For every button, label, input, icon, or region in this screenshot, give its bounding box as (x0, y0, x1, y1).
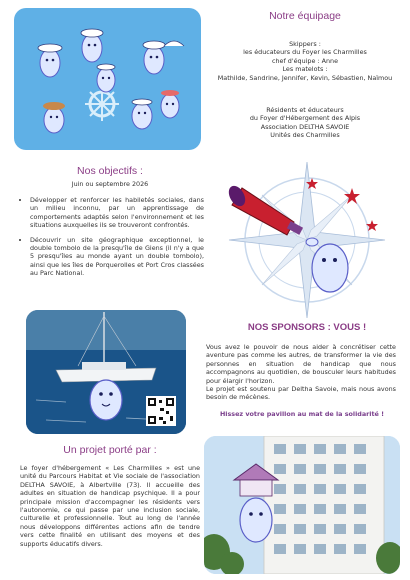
qr-code-icon (146, 396, 176, 426)
org-line-2: du Foyer d'Hébergement des Alpis (249, 114, 361, 123)
org-line-1: Résidents et éducateurs (266, 106, 344, 114)
objective-item-1: • Développer et renforcer les habiletés sociales, dans un milieu inconnu, par un apprentissage de comportements adaptés selon l'environnement et les situations auxquelles ils se trouveront confrontés. (30, 196, 204, 230)
matelots-heading: Les matelots : (282, 65, 328, 74)
compass-illustration (212, 160, 402, 320)
project-paragraph: Le foyer d'hébergement « Les Charmilles » est une unité du Parcours Habitat et Vie sociale de l'association DELTHA SAVOIE, à Albertville (73). Il accueille des adultes en situation de handicap psychique. Il a pour principale mission d'accompagner les résidents vers l'autonomie, ce qui passe par une inclusion sociale, culturelle et professionnelle. Tout au long de l'année nous développons différentes actions afin de tendre vers cette finalité en utilisant des moyens et des supports éducatifs divers. (20, 464, 200, 548)
catamaran-image (26, 310, 186, 434)
objectives-list (18, 196, 204, 284)
crew-mascots-image (14, 8, 201, 150)
building-photo (204, 436, 400, 574)
matelots-line: Mathilde, Sandrine, Jennifer, Kevin, Sébastien, Naïmou (217, 73, 393, 82)
mascot-icon (306, 238, 348, 292)
org-line-3: Association DELTHA SAVOIE (260, 122, 350, 131)
skippers-heading: Skippers : (289, 40, 321, 48)
objectives-date: Juin ou septembre 2026 (71, 180, 149, 188)
chef-line: chef d'équipe : Anne (271, 56, 338, 65)
sponsors-block (206, 343, 396, 402)
objective-item-2: • Découvrir un site géographique exceptionnel, le double tombolo de la presqu'île de Giens (il n'y a que 5 presqu'îles au monde ayant un double tombolo), ainsi que les îles de Porquerolles et Port Cros classées au Parc National. (30, 236, 204, 278)
mascot-icon (90, 380, 122, 420)
sponsors-paragraph-2: Le projet est soutenu par Deltha Savoie, mais nous avons besoin de mécènes. (206, 385, 396, 402)
compass-rose-image (212, 160, 402, 320)
project-title: Un projet porté par : (63, 444, 157, 456)
crew-title: Notre équipage (269, 10, 341, 22)
crew-block (205, 40, 405, 82)
org-line-4: Unités des Charmilles (270, 131, 340, 140)
skippers-line: les éducateurs du Foyer les Charmilles (243, 48, 367, 57)
sponsors-title: NOS SPONSORS : VOUS ! (247, 322, 367, 333)
ship-wheel-icon (85, 87, 119, 121)
sponsors-paragraph-1: Vous avez le pouvoir de nous aider à concrétiser cette aventure pas comme les autres, de transformer la vie des personnes en situation de handicap que nous accompagnons au quotidien, de bousculer leurs habitudes pour élargir l'horizon. (206, 343, 396, 385)
sponsors-cta: Hissez votre pavillon au mat de la solidarité ! (219, 410, 385, 418)
boat-photo (26, 310, 186, 434)
org-block (205, 106, 405, 140)
residence-image (204, 436, 400, 574)
crew-illustration (14, 8, 201, 150)
telescope-icon (225, 183, 303, 235)
objectives-title: Nos objectifs : (77, 165, 143, 177)
